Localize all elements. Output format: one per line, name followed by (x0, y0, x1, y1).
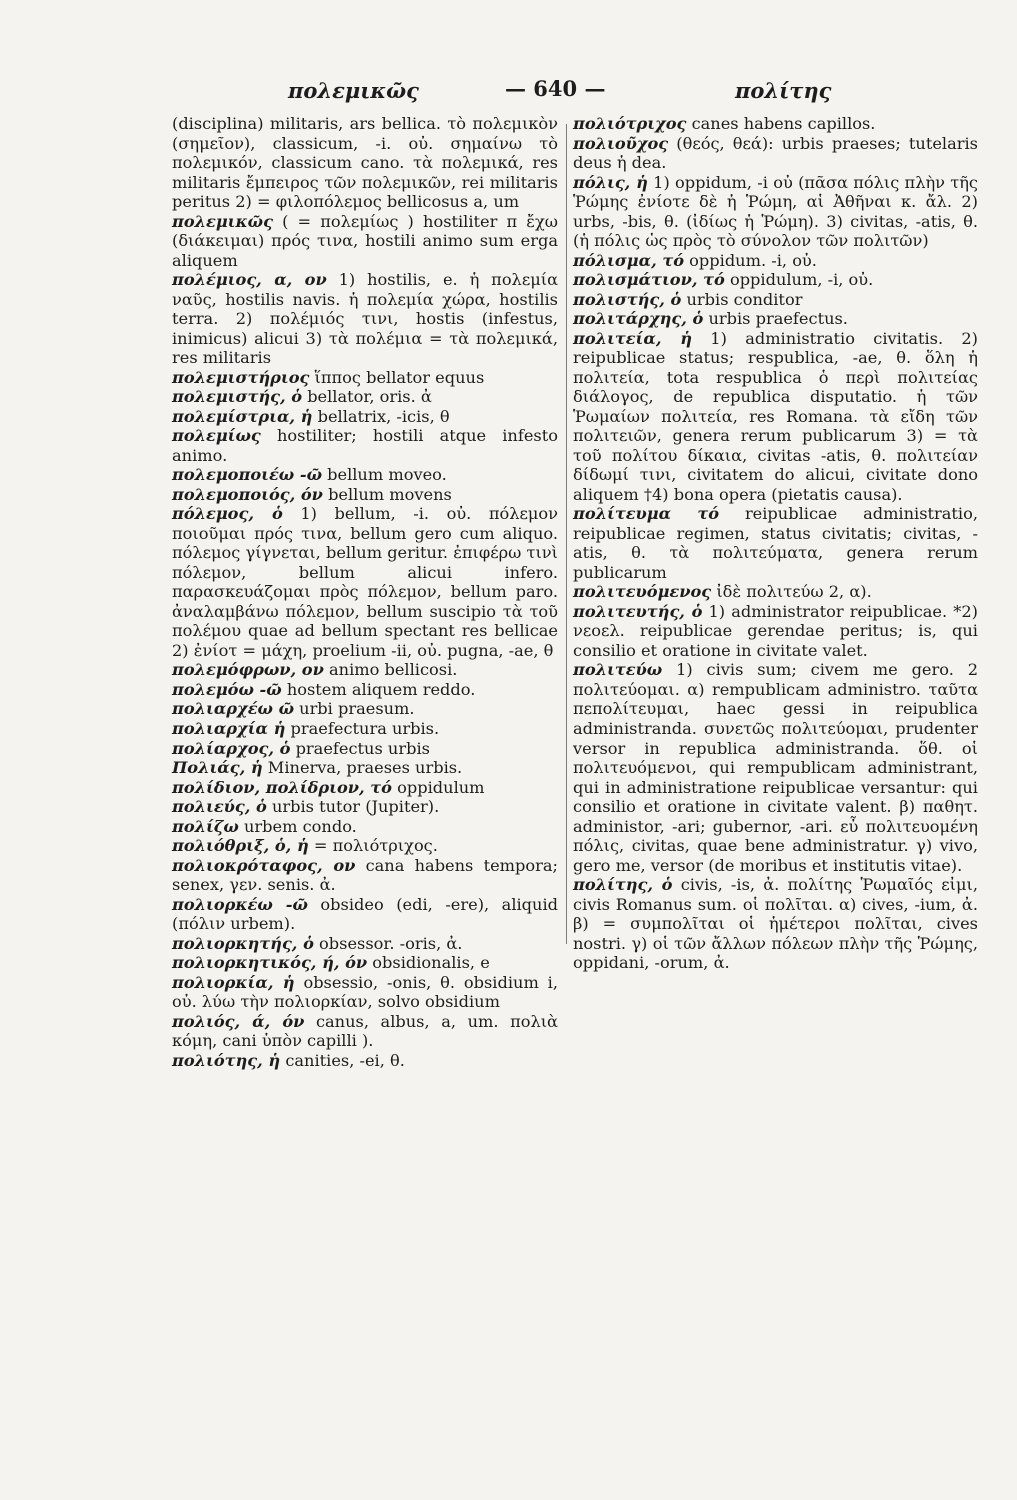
entry-headword: πολιστής, ὁ (573, 289, 682, 309)
entry-headword: πόλεμος, ὁ (172, 504, 283, 524)
dictionary-entry (573, 875, 978, 973)
entry-definition: canes habens capillos. (686, 114, 876, 133)
entry-headword: πολεμιστής, ὁ (172, 387, 303, 407)
dictionary-entry (172, 1051, 558, 1071)
dictionary-entry (172, 426, 558, 465)
entry-headword: πολιεύς, ὁ (172, 797, 267, 817)
entry-headword: πολιτεύω (573, 660, 663, 680)
entry-headword: πολέμιος, α, ον (172, 270, 327, 290)
entry-headword: Πολιάς, ἡ (172, 758, 263, 778)
dictionary-entry (573, 602, 978, 661)
dictionary-entry (172, 739, 558, 759)
dictionary-entry (573, 309, 978, 329)
dictionary-entry (573, 134, 978, 173)
dictionary-entry (172, 387, 558, 407)
entry-definition: obsessor. -oris, ἀ. (313, 933, 463, 953)
entry-definition: obsidionalis, e (367, 953, 490, 973)
entry-definition: bellum moveo. (321, 465, 447, 485)
entry-headword: πολιορκία, ἡ (172, 972, 295, 992)
dictionary-entry (172, 660, 558, 680)
dictionary-entry (172, 856, 558, 895)
entry-definition: urbi praesum. (294, 699, 415, 719)
entry-definition: urbis tutor (Jupiter). (266, 797, 440, 817)
dictionary-entry (172, 699, 558, 719)
entry-headword: πολιότριχος (573, 114, 687, 133)
entry-headword: πολιορκητής, ὁ (172, 933, 314, 953)
entry-definition: urbem condo. (238, 816, 357, 836)
entry-headword: πολεμίστρια, ἡ (172, 406, 313, 426)
entry-definition: animo bellicosi. (323, 660, 458, 680)
left-column (172, 114, 558, 1070)
right-column (573, 114, 978, 973)
entry-headword: πολίτευμα τό (573, 504, 720, 524)
entry-headword: πολιοκρόταφος, ον (172, 855, 356, 875)
dictionary-entry (573, 504, 978, 582)
entry-definition: ἵππος bellator equus (309, 367, 485, 387)
entry-definition: 1) administrator reipublicae. *2) νεοελ. reipublicae gerendae peritus; is, qui consilio et oratione in civitate valet. (573, 601, 978, 660)
entry-headword: πολίτης, ὁ (573, 875, 673, 895)
entry-definition: bellum movens (322, 484, 452, 504)
dictionary-entry (172, 407, 558, 427)
entry-headword: πολεμόω -ῶ (172, 679, 282, 699)
entry-headword: πολεμίως (172, 426, 261, 446)
entry-definition: urbis praefectus. (703, 309, 848, 329)
entry-headword: πολεμόφρων, ον (172, 660, 324, 680)
entry-headword: πολιοῦχος (573, 133, 669, 153)
entry-headword: πόλις, ἡ (573, 172, 648, 192)
entry-definition: civis, -is, ἀ. πολίτης Ῥωμαῖός εἰμι, civis Romanus sum. οἱ πολῖται. α) cives, -ium, ἀ. β) = συμπολῖται οἱ ἡμέτεροι πολῖται, cives nostri. γ) οἱ τῶν ἄλλων πόλεων πλὴν τῆς Ῥώμης, oppidani, -orum, ἀ. (573, 875, 978, 973)
entry-definition: ἰδὲ πολιτεύω 2, α). (711, 582, 872, 602)
entry-definition: praefectus urbis (290, 738, 430, 758)
column-divider (566, 124, 567, 944)
entry-definition: bellator, oris. ἀ (302, 387, 432, 407)
dictionary-entry (573, 290, 978, 310)
dictionary-entry (172, 485, 558, 505)
page-number: — 640 — (505, 76, 606, 101)
entry-definition: 1) bellum, -i. οὐ. πόλεμον ποιοῦμαι πρός τινα, bellum gero cum aliquo. πόλεμος γίγνεται, bellum geritur. ἐπιφέρω τινὶ πόλεμον, bellum alicui infero. παρασκευάζομαι πρὸς πόλεμον, bellum paro. ἀναλαμβάνω πόλεμον, bellum suscipio τὰ τοῦ πολέμου quae ad bellum spectant res bellicae 2) ἐνίοτ = μάχη, proelium -ii, οὐ. pugna, -ae, θ (172, 504, 558, 660)
dictionary-entry (172, 368, 558, 388)
entry-definition: urbis conditor (681, 289, 803, 309)
entry-headword: πολιότης, ἡ (172, 1050, 281, 1070)
dictionary-entry (172, 895, 558, 934)
dictionary-entry (172, 817, 558, 837)
entry-definition: canities, -ei, θ. (280, 1050, 405, 1070)
entry-definition: oppidulum (391, 777, 485, 797)
entry-definition: oppidum. -i, οὐ. (684, 250, 817, 270)
entry-definition: hostem aliquem reddo. (281, 679, 476, 699)
entry-definition: praefectura urbis. (285, 718, 440, 738)
dictionary-entry (172, 719, 558, 739)
entry-definition: reipublicae administratio, reipublicae regimen, status civitatis; civitas, -atis, θ. τὰ πολιτεύματα, genera rerum publicarum (573, 504, 978, 582)
dictionary-entry (172, 114, 558, 212)
dictionary-entry (172, 504, 558, 660)
entry-headword: πολιός, ά, όν (172, 1011, 305, 1031)
entry-definition: = πολιότριχος. (308, 836, 438, 856)
dictionary-entry (172, 934, 558, 954)
dictionary-entry (573, 173, 978, 251)
dictionary-entry (573, 251, 978, 271)
running-header (170, 72, 980, 112)
entry-definition: cana habens tempora; senex, γεν. senis. ἀ. (172, 855, 558, 895)
entry-headword: πολεμοποιός, όν (172, 484, 323, 504)
entry-definition: 1) civis sum; civem me gero. 2 πολιτεύομαι. α) rempublicam administro. ταῦτα πεπολίτευμαι, haec gessi in reipublica administranda. συνετῶς πολιτεύομαι, prudenter versor in republica administranda. ὅθ. οἱ πολιτευόμενοι, qui rempublicam administrant, qui in administratione reipublicae versantur: qui consilio et oratione in civitate valent. β) παθητ. administor, -ari; gubernor, -ari. εὖ πολιτευομένη πόλις, civitas, quae bene administratur. γ) vivo, gero me, versor (de moribus et institutis vitae). (573, 660, 978, 875)
entry-definition: 1) oppidum, -i οὐ (πᾶσα πόλις πλὴν τῆς Ῥώμης ἐνίοτε δὲ ἡ Ῥώμη, αἱ Ἀθῆναι κ. ἄλ. 2) urbs, -bis, θ. (ἰδίως ἡ Ῥώμη). 3) civitas, -atis, θ. (ἡ πόλις ὡς πρὸς τὸ σύνολον τῶν πολιτῶν) (573, 172, 978, 251)
dictionary-entry (573, 270, 978, 290)
entry-headword: πολεμικῶς (172, 211, 273, 231)
entry-definition: 1) hostilis, e. ἡ πολεμία ναῦς, hostilis navis. ἡ πολεμία χώρα, hostilis terra. 2) πολέμιός τινι, hostis (infestus, inimicus) alicui 3) τὰ πολέμια = τὰ πολεμικά, res militaris (172, 270, 559, 368)
header-left-guide-word: πολεμικῶς (288, 78, 419, 103)
entry-definition: canus, albus, a, um. πολιὰ κόμη, cani ὑπὸν capilli ). (172, 1011, 558, 1051)
dictionary-entry (172, 680, 558, 700)
entry-headword: πολιορκέω -ῶ (172, 894, 308, 914)
entry-headword: πολιτευτής, ὁ (573, 601, 703, 621)
dictionary-entry (573, 660, 978, 875)
dictionary-entry (172, 953, 558, 973)
entry-headword: πολιτάρχης, ὁ (573, 309, 704, 329)
dictionary-entry (172, 973, 558, 1012)
dictionary-entry (172, 797, 558, 817)
entry-headword: πολιόθριξ, ὁ, ἡ (172, 836, 309, 856)
entry-headword: πολιτεία, ἡ (573, 328, 693, 348)
entry-headword: πολιορκητικός, ή, όν (172, 953, 368, 973)
entry-headword: πολίζω (172, 816, 239, 836)
entry-headword: πολισμάτιον, τό (573, 270, 725, 290)
dictionary-entry (172, 212, 558, 271)
entry-headword: πολίδιον, πολίδριον, τό (172, 777, 392, 797)
entry-headword: πολεμοποιέω -ῶ (172, 465, 322, 485)
dictionary-entry (172, 465, 558, 485)
dictionary-entry (573, 114, 978, 134)
entry-definition: Minerva, praeses urbis. (262, 758, 463, 778)
entry-definition: ( = πολεμίως ) hostiliter π ἔχω (διάκειμαι) πρός τινα, hostili animo sum erga aliquem (172, 211, 558, 270)
entry-definition: (θεός, θεά): urbis praeses; tutelaris deus ἡ dea. (573, 133, 978, 173)
dictionary-entry (172, 778, 558, 798)
header-right-guide-word: πολίτης (735, 78, 832, 103)
entry-definition: obsessio, -onis, θ. obsidium i, οὐ. λύω τὴν πολιορκίαν, solvo obsidium (172, 972, 558, 1012)
entry-headword: πολίαρχος, ὁ (172, 738, 291, 758)
dictionary-entry (172, 1012, 558, 1051)
entry-definition: hostiliter; hostili atque infesto animo. (172, 426, 558, 465)
entry-headword: πολιτευόμενος (573, 582, 712, 602)
entry-headword: πολιαρχέω ῶ (172, 699, 294, 719)
entry-headword: πόλισμα, τό (573, 250, 685, 270)
entry-headword: πολιαρχία ἡ (172, 718, 286, 738)
dictionary-entry (172, 270, 558, 368)
entry-definition: 1) administratio civitatis. 2) reipublicae status; respublica, -ae, θ. ὅλη ἡ πολιτεία, tota respublica ὁ περὶ πολιτείας διάλογος, de republica disputatio. ἡ τῶν Ῥωμαίων πολιτεία, res Romana. τὰ εἴδη τῶν πολιτειῶν, genera rerum publicarum 3) = τὰ τοῦ πολίτου δίκαια, civitas -atis, θ. πολιτείαν δίδωμί τινι, civitatem do alicui, civitate dono aliquem †4) bona opera (pietatis causa). (573, 328, 978, 504)
dictionary-entry (172, 758, 558, 778)
entry-definition: oppidulum, -i, οὐ. (724, 270, 874, 290)
entry-headword: πολεμιστήριος (172, 367, 310, 387)
dictionary-entry (573, 582, 978, 602)
entry-definition: (disciplina) militaris, ars bellica. τὸ πολεμικὸν (σημεῖον), classicum, -i. οὐ. σημαίνω τὸ πολεμικόν, classicum cano. τὰ πολεμικά, res militaris ἔμπειρος τῶν πολεμικῶν, rei militaris peritus 2) = φιλοπόλεμος bellicosus a, um (172, 114, 558, 212)
dictionary-entry (573, 329, 978, 505)
dictionary-entry (172, 836, 558, 856)
entry-definition: bellatrix, -icis, θ (312, 406, 450, 426)
entry-definition: obsideo (edi, -ere), aliquid (πόλιν urbem). (172, 894, 558, 934)
